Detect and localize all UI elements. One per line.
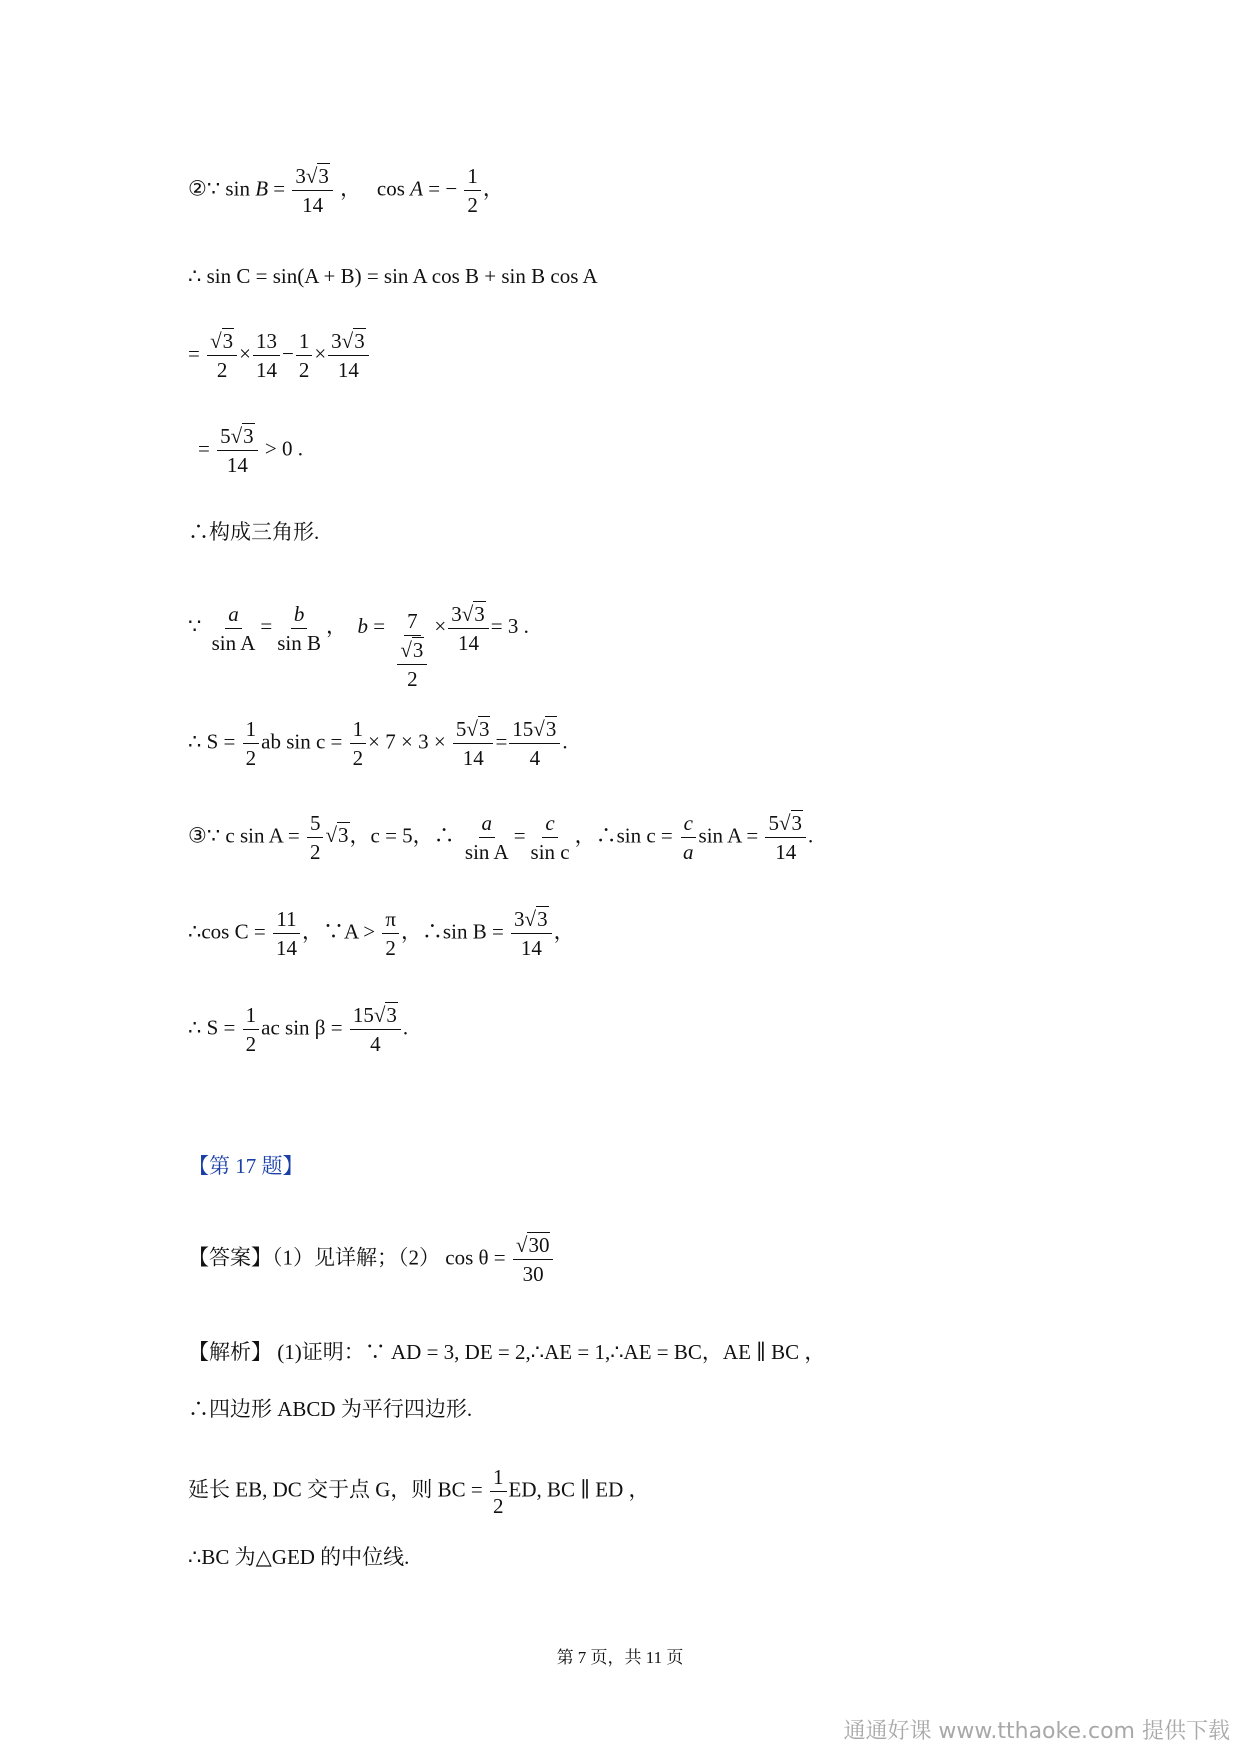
line-cosC-sinB: ∴cos C = $\frac{11}{14}$ ，∵A > $\frac{\pi}{2}$ ，∴sin B = $\frac{3√3}{14}$ ，	[188, 907, 575, 961]
sqrt-sign: √3	[305, 164, 329, 188]
fraction: $\frac{b}{\text{sin B}}$	[277, 601, 321, 655]
fraction: $\frac{1}{2}$	[490, 1466, 507, 1517]
question-17-heading: 【第 17 题】	[188, 1154, 304, 1178]
fraction: $\frac{5√3}{14}$	[453, 718, 494, 769]
fraction: $\frac{15√3}{4}$	[350, 1004, 401, 1055]
line-case-3: ③∵ c sin A = $\frac{5}{2}$ √3，c = 5，∴ $\frac{a}{\text{sin A}}$ = $\frac{c}{\text{sin c}}$ ，∴sin c = $\frac{c}{a}$ sin A = $\frac{5√3}{14}$ .	[188, 811, 814, 865]
line-extend-EB-DC: 延长 EB, DC 交于点 G，则 BC = $\frac{1}{2}$ ED, BC ∥ ED ，	[188, 1465, 650, 1519]
watermark: 通通好课 www.tthaoke.com 提供下载	[843, 1719, 1230, 1744]
line-law-of-sines: ∵ $\frac{a}{\text{sin A}}$ = $\frac{b}{\text{sin B}}$ ， b = $\frac{7}{\frac{√3}{2}}$ × $\frac{3√3}{14}$ = 3 .	[188, 601, 529, 692]
fraction: $\frac{3√3}{14}$	[328, 330, 369, 381]
analysis-line: 【解析】 (1)证明：∵ AD = 3, DE = 2,∴AE = 1,∴AE = BC，AE ∥ BC ，	[188, 1340, 826, 1364]
fraction: $\frac{3√3}{14}$	[511, 908, 552, 959]
fraction: $\frac{3√3}{14}$	[448, 603, 489, 654]
fraction: $\frac{1}{2}$	[350, 718, 367, 769]
line-parallelogram: ∴四边形 ABCD 为平行四边形.	[188, 1397, 473, 1421]
fraction: $\frac{a}{\text{sin A}}$	[464, 811, 509, 865]
fraction: $\frac{\pi}{2}$	[382, 908, 399, 959]
fraction: $\frac{5}{2}$	[307, 812, 324, 863]
line-given-sinB-cosA: ②∵ sin B = $\frac{3√3}{14}$ ， cos A = − $\frac{1}{2}$ ，	[188, 164, 504, 218]
fraction: $\frac{1}{2}$	[243, 1004, 260, 1055]
line-substitution: = $\frac{√3}{2}$ × $\frac{13}{14}$ − $\frac{1}{2}$ × $\frac{3√3}{14}$	[188, 330, 371, 381]
fraction: $\frac{5√3}{14}$	[217, 425, 258, 476]
line-area-2: ∴ S = $\frac{1}{2}$ ab sin c = $\frac{1}{2}$ × 7 × 3 × $\frac{5√3}{14}$ = $\frac{15√3}{4}$ .	[188, 717, 568, 771]
fraction: $\frac{5√3}{14}$	[765, 812, 806, 863]
fraction: $\frac{15√3}{4}$	[509, 718, 560, 769]
fraction: $\frac{a}{\text{sin A}}$	[211, 601, 256, 655]
line-result-positive: = $\frac{5√3}{14}$ > 0 .	[198, 424, 303, 478]
fraction: $\frac{13}{14}$	[253, 330, 280, 381]
fraction: $\frac{1}{2}$	[296, 330, 313, 381]
fraction: $\frac{1}{2}$	[464, 165, 481, 216]
fraction: $\frac{c}{\text{sin c}}$	[530, 811, 570, 865]
line-area-3: ∴ S = $\frac{1}{2}$ ac sin β = $\frac{15√3}{4}$ .	[188, 1003, 409, 1057]
fraction: $\frac{c}{a}$	[680, 812, 697, 863]
line-sinC-expansion: ∴ sin C = sin(A + B) = sin A cos B + sin B cos A	[188, 264, 598, 288]
fraction: $\frac{√30}{30}$	[513, 1234, 554, 1285]
fraction: $\frac{11}{14}$	[273, 908, 300, 959]
answer-line: 【答案】（1）见详解；（2） cos θ = $\frac{√30}{30}$	[188, 1234, 555, 1285]
fraction: $\frac{3√3}{14}$	[292, 165, 333, 216]
page-number: 第 7 页，共 11 页	[556, 1648, 684, 1667]
line-midline: ∴BC 为△GED 的中位线.	[188, 1545, 410, 1569]
line-triangle-conclusion: ∴构成三角形.	[188, 520, 320, 544]
fraction: $\frac{√3}{2}$	[207, 330, 237, 381]
fraction: $\frac{1}{2}$	[243, 718, 260, 769]
compound-fraction: $\frac{7}{\frac{√3}{2}}$	[392, 610, 432, 690]
